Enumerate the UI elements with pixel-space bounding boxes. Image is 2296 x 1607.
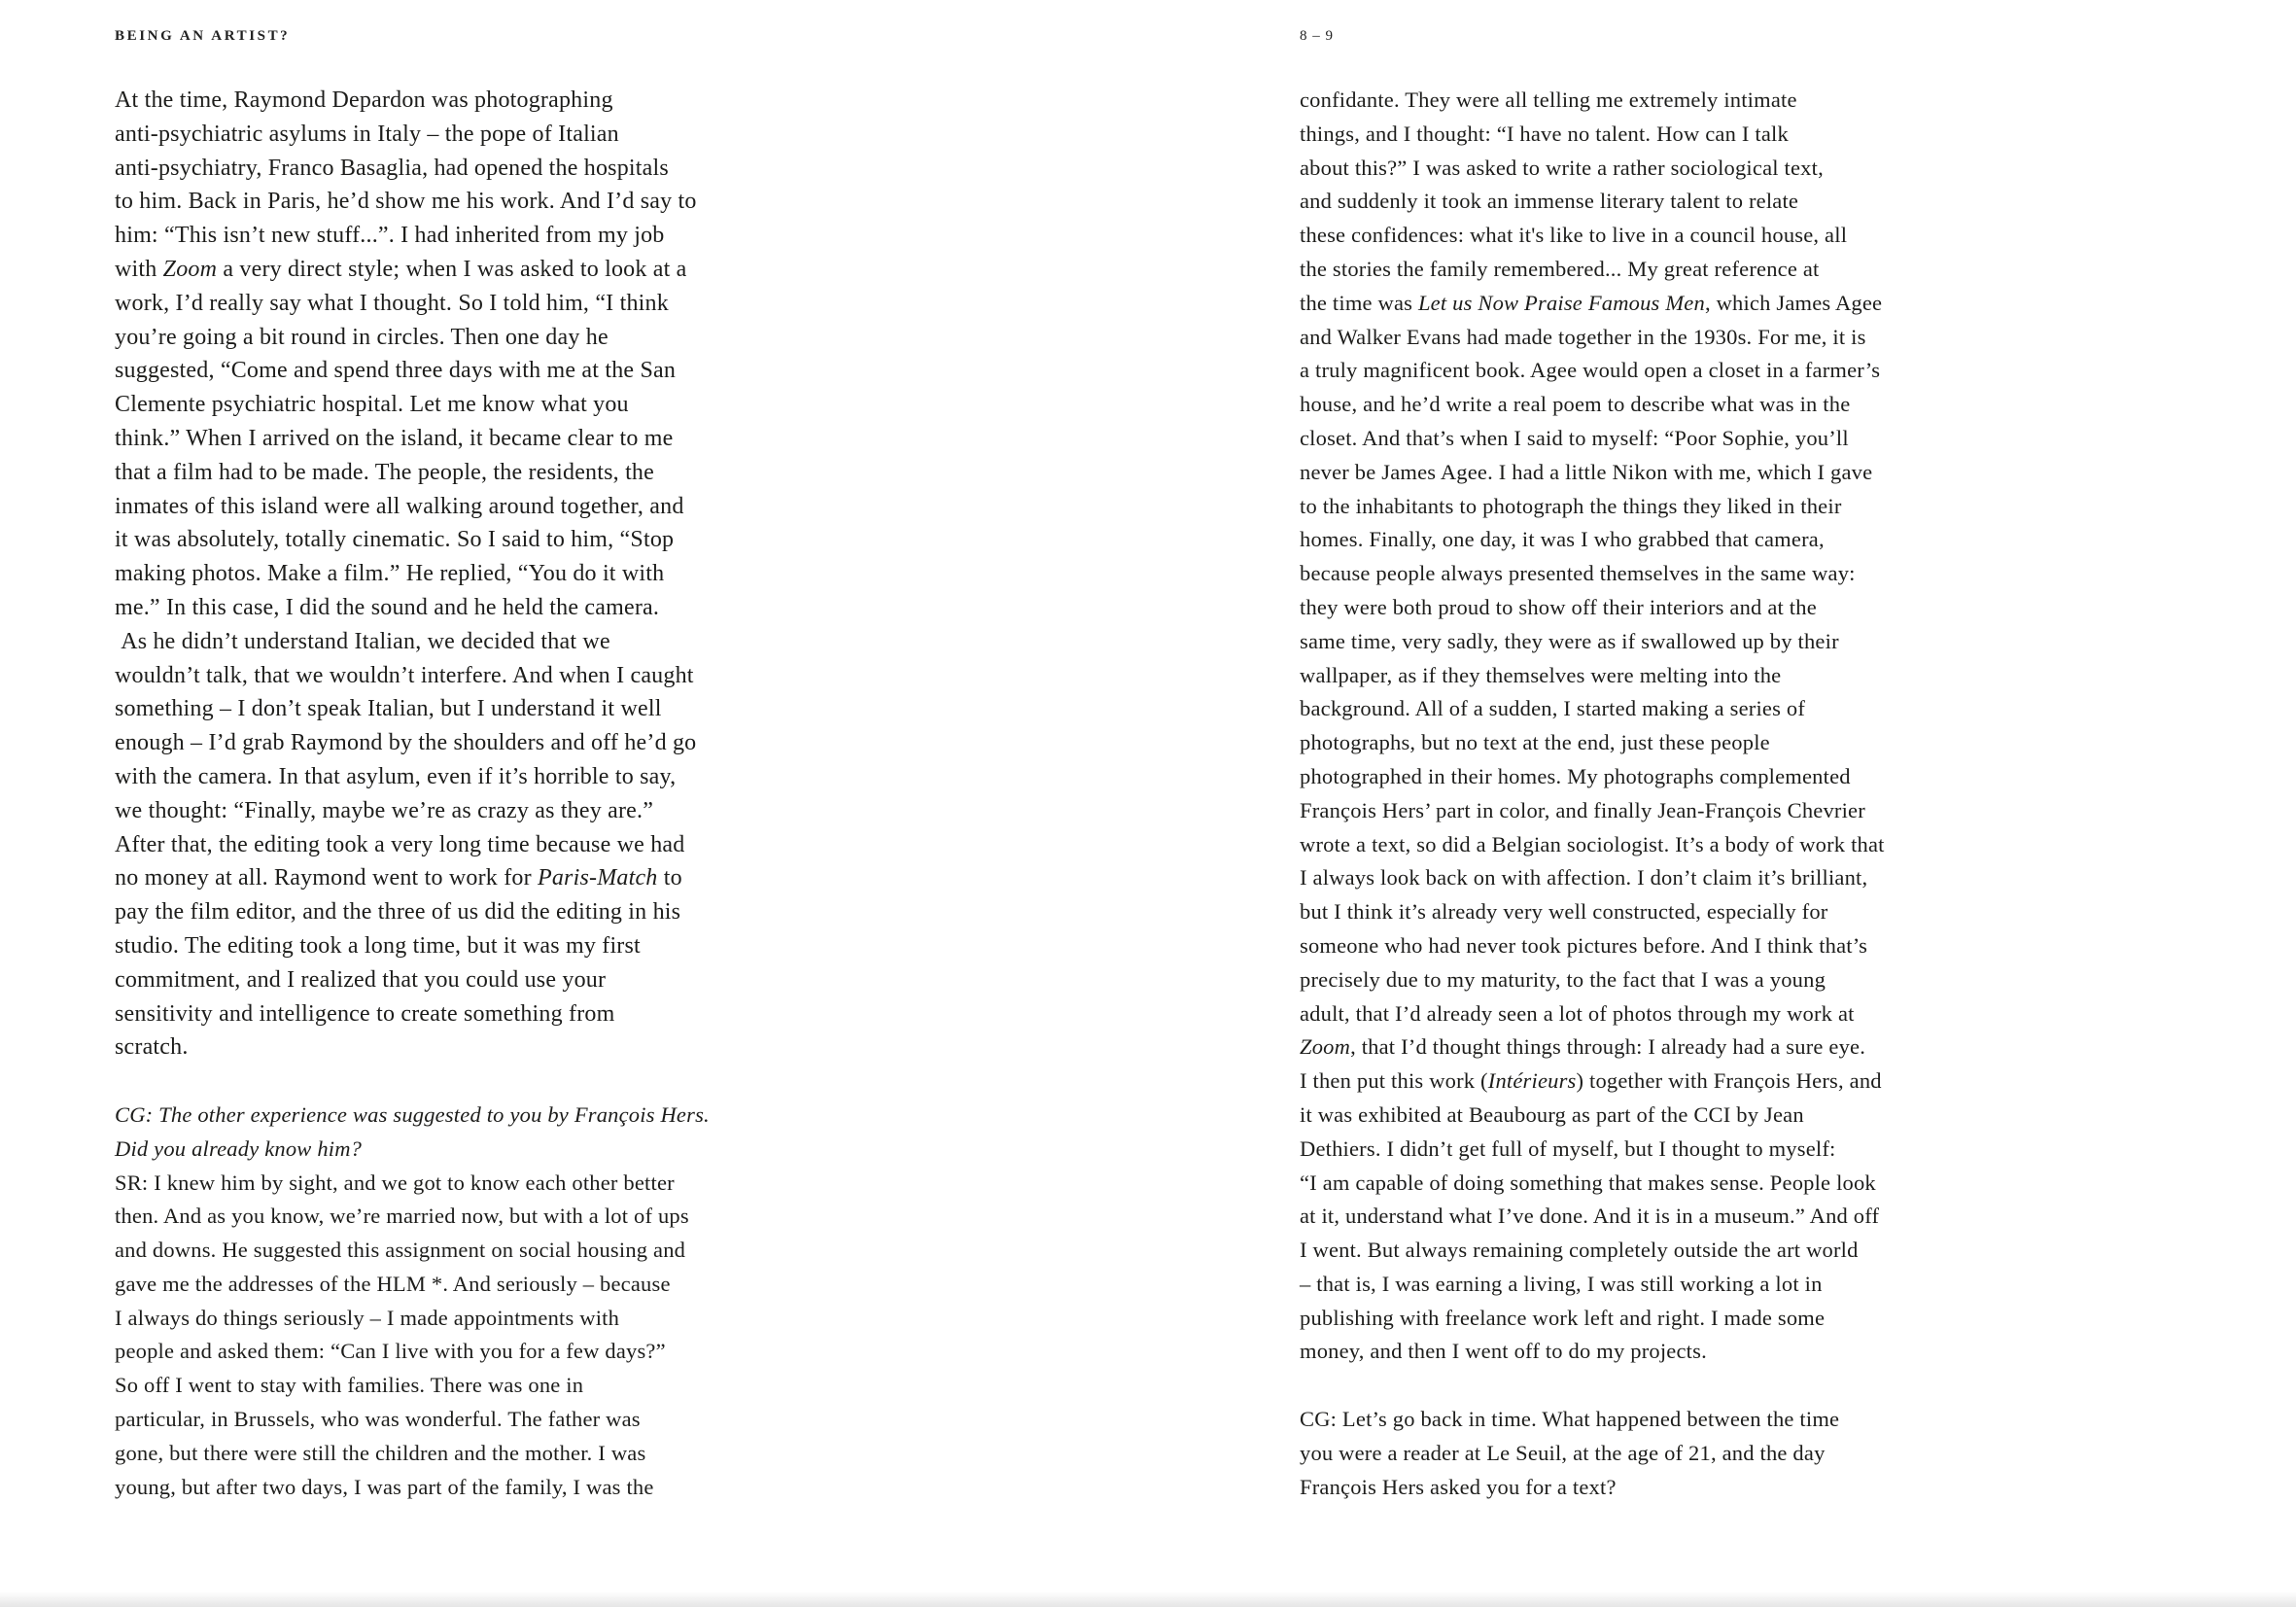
text-line [115, 861, 897, 895]
text-segment: him: “This isn’t new stuff...”. I had inherited from my job [115, 223, 665, 249]
text-segment: think.” When I arrived on the island, it became clear to me [115, 425, 674, 451]
text-line [1300, 1065, 2082, 1099]
text-segment: making photos. Make a film.” He replied, “You do it with [115, 561, 665, 587]
text-segment: with the camera. In that asylum, even if it’s horrible to say, [115, 763, 677, 789]
text-line [1300, 422, 2082, 456]
text-segment: I always look back on with affection. I don’t claim it’s brilliant, [1300, 865, 1868, 891]
italic-text-segment: Let us Now Praise Famous Men [1417, 290, 1705, 315]
text-segment: the stories the family remembered... My great reference at [1300, 256, 1820, 281]
text-segment: As he didn’t understand Italian, we decided that we [115, 628, 610, 654]
text-segment: to him. Back in Paris, he’d show me his work. And I’d say to [115, 189, 697, 215]
text-line [1300, 828, 2082, 862]
text-segment: sensitivity and intelligence to create something from [115, 1000, 615, 1027]
text-line [115, 321, 897, 355]
text-line [115, 557, 897, 591]
text-line [115, 1471, 897, 1505]
text-segment: then. And as you know, we’re married now, but with a lot of ups [115, 1204, 689, 1229]
text-segment: these confidences: what it's like to live in a council house, all [1300, 223, 1848, 248]
text-segment: I then put this work ( [1300, 1068, 1488, 1094]
text-line [1300, 726, 2082, 760]
text-line [115, 895, 897, 929]
text-line [1300, 1369, 2082, 1403]
text-line [115, 219, 897, 253]
text-line [115, 354, 897, 388]
text-segment: scratch. [115, 1034, 189, 1061]
text-segment: photographed in their homes. My photographs complemented [1300, 763, 1851, 788]
text-line [115, 523, 897, 557]
italic-text-segment: Intérieurs [1487, 1068, 1577, 1094]
text-line [115, 287, 897, 321]
text-segment: , that I’d thought things through: I already had a sure eye. [1350, 1034, 1866, 1060]
text-line [115, 152, 897, 186]
text-segment: After that, the editing took a very long time because we had [115, 831, 685, 857]
text-line [115, 1200, 897, 1234]
text-line [1300, 1437, 2082, 1471]
text-segment: adult, that I’d already seen a lot of photos through my work at [1300, 1000, 1855, 1026]
text-segment: , which James Agee [1704, 290, 1883, 315]
italic-text-segment: Zoom [1300, 1034, 1351, 1060]
text-segment: never be James Agee. I had a little Nikon with me, which I gave [1300, 459, 1873, 484]
text-line [1300, 1234, 2082, 1268]
text-line [1300, 1167, 2082, 1201]
text-segment: photographs, but no text at the end, just these people [1300, 730, 1770, 755]
text-segment: it was absolutely, totally cinematic. So I said to him, “Stop [115, 527, 675, 553]
text-segment: pay the film editor, and the three of us did the editing in his [115, 899, 681, 926]
text-line [115, 760, 897, 794]
text-line [1300, 354, 2082, 388]
text-segment: commitment, and I realized that you could use your [115, 966, 607, 993]
text-segment: At the time, Raymond Depardon was photographing [115, 87, 613, 113]
text-segment: background. All of a sudden, I started making a series of [1300, 696, 1806, 721]
text-line [115, 1403, 897, 1437]
text-segment: me.” In this case, I did the sound and he held the camera. [115, 594, 660, 620]
text-line [115, 253, 897, 287]
text-segment: suggested, “Come and spend three days with me at the San [115, 358, 677, 384]
text-line [1300, 523, 2082, 557]
text-segment: particular, in Brussels, who was wonderful. The father was [115, 1407, 641, 1432]
text-segment: something – I don’t speak Italian, but I understand it well [115, 696, 662, 722]
text-line [1300, 185, 2082, 219]
text-line [115, 726, 897, 760]
text-segment: inmates of this island were all walking around together, and [115, 493, 684, 519]
italic-text-segment: Did you already know him? [115, 1135, 363, 1161]
text-segment: I went. But always remaining completely outside the art world [1300, 1238, 1859, 1263]
text-line [115, 1268, 897, 1302]
text-segment: money, and then I went off to do my projects. [1300, 1339, 1707, 1364]
text-segment: work, I’d really say what I thought. So I told him, “I think [115, 290, 669, 316]
text-line [115, 794, 897, 828]
text-segment: So off I went to stay with families. There was one in [115, 1373, 584, 1398]
text-segment: wrote a text, so did a Belgian sociologist. It’s a body of work that [1300, 831, 1885, 856]
text-segment: the time was [1300, 290, 1418, 315]
text-segment: but I think it’s already very well constructed, especially for [1300, 899, 1828, 925]
text-segment: anti-psychiatry, Franco Basaglia, had opened the hospitals [115, 155, 669, 181]
text-segment: with [115, 256, 163, 282]
text-line [1300, 659, 2082, 693]
text-line [115, 456, 897, 490]
text-segment: about this?” I was asked to write a rather sociological text, [1300, 155, 1824, 180]
text-line [1300, 152, 2082, 186]
text-line [115, 388, 897, 422]
running-header: BEING AN ARTIST? [115, 28, 291, 44]
left-text-column [115, 84, 897, 1504]
text-line [115, 1031, 897, 1065]
text-line [1300, 1268, 2082, 1302]
text-segment: François Hers asked you for a text? [1300, 1474, 1617, 1499]
text-segment: “I am capable of doing something that makes sense. People look [1300, 1170, 1876, 1195]
text-line [1300, 1471, 2082, 1505]
text-line [115, 591, 897, 625]
text-segment: you were a reader at Le Seuil, at the age of 21, and the day [1300, 1440, 1826, 1465]
text-segment: François Hers’ part in color, and finally Jean-François Chevrier [1300, 797, 1865, 822]
italic-text-segment: Paris-Match [538, 865, 658, 891]
text-segment: it was exhibited at Beaubourg as part of the CCI by Jean [1300, 1101, 1804, 1127]
text-line [1300, 794, 2082, 828]
text-line [1300, 692, 2082, 726]
text-segment: CG: Let’s go back in time. What happened between the time [1300, 1407, 1840, 1432]
text-line [1300, 1133, 2082, 1167]
text-line [1300, 456, 2082, 490]
text-line [1300, 1031, 2082, 1065]
text-line [1300, 997, 2082, 1031]
text-segment: confidante. They were all telling me extremely intimate [1300, 87, 1797, 112]
text-line [1300, 963, 2082, 997]
text-segment: publishing with freelance work left and right. I made some [1300, 1305, 1826, 1330]
text-line [1300, 321, 2082, 355]
text-segment: wallpaper, as if they themselves were melting into the [1300, 662, 1782, 687]
text-line [115, 1369, 897, 1403]
text-segment: ) together with François Hers, and [1576, 1068, 1882, 1094]
text-line [1300, 1403, 2082, 1437]
text-line [1300, 895, 2082, 929]
text-line [1300, 84, 2082, 118]
text-segment: precisely due to my maturity, to the fact that I was a young [1300, 966, 1826, 992]
page-number: 8 – 9 [1300, 28, 1334, 44]
text-line [115, 692, 897, 726]
italic-text-segment: CG: The other experience was suggested to you by François Hers. [115, 1101, 710, 1127]
text-line [1300, 388, 2082, 422]
text-line [1300, 219, 2082, 253]
text-segment: anti-psychiatric asylums in Italy – the pope of Italian [115, 121, 619, 147]
text-line [115, 1302, 897, 1336]
text-line [1300, 1302, 2082, 1336]
text-segment: you’re going a bit round in circles. Then one day he [115, 324, 609, 350]
text-segment: and Walker Evans had made together in the 1930s. For me, it is [1300, 324, 1866, 349]
text-line [1300, 490, 2082, 524]
text-segment: wouldn’t talk, that we wouldn’t interfere. And when I caught [115, 662, 694, 688]
text-line [115, 84, 897, 118]
text-segment: to the inhabitants to photograph the things they liked in their [1300, 493, 1842, 518]
text-segment: people and asked them: “Can I live with you for a few days?” [115, 1339, 666, 1364]
text-segment: I always do things seriously – I made appointments with [115, 1305, 620, 1330]
text-line [115, 997, 897, 1031]
text-line [115, 1167, 897, 1201]
text-segment: and suddenly it took an immense literary talent to relate [1300, 189, 1799, 214]
text-line [115, 625, 897, 659]
text-line [1300, 591, 2082, 625]
text-line [115, 963, 897, 997]
text-line [1300, 557, 2082, 591]
text-segment: Clemente psychiatric hospital. Let me know what you [115, 392, 629, 418]
text-line [115, 1133, 897, 1167]
italic-text-segment: Zoom [162, 256, 218, 282]
text-line [1300, 760, 2082, 794]
text-segment: SR: I knew him by sight, and we got to know each other better [115, 1170, 675, 1195]
text-segment: we thought: “Finally, maybe we’re as crazy as they are.” [115, 797, 654, 823]
text-line [1300, 625, 2082, 659]
text-line [1300, 118, 2082, 152]
text-line [115, 1335, 897, 1369]
text-line [115, 659, 897, 693]
text-segment: closet. And that’s when I said to myself: “Poor Sophie, you’ll [1300, 425, 1849, 450]
text-line [115, 828, 897, 862]
text-segment: a very direct style; when I was asked to look at a [217, 256, 687, 282]
text-segment: things, and I thought: “I have no talent. How can I talk [1300, 121, 1789, 146]
text-line [1300, 1099, 2082, 1133]
text-segment: studio. The editing took a long time, but it was my first [115, 932, 641, 959]
text-line [1300, 287, 2082, 321]
text-segment: to [657, 865, 682, 891]
text-segment: no money at all. Raymond went to work for [115, 865, 538, 891]
text-segment: same time, very sadly, they were as if swallowed up by their [1300, 628, 1839, 653]
text-segment: at it, understand what I’ve done. And it is in a museum.” And off [1300, 1204, 1880, 1229]
text-line [1300, 1200, 2082, 1234]
text-line [115, 118, 897, 152]
text-line [1300, 929, 2082, 963]
text-segment: and downs. He suggested this assignment on social housing and [115, 1238, 686, 1263]
text-segment: they were both proud to show off their interiors and at the [1300, 594, 1817, 619]
text-segment: – that is, I was earning a living, I was still working a lot in [1300, 1271, 1823, 1296]
text-line [115, 490, 897, 524]
text-segment: house, and he’d write a real poem to describe what was in the [1300, 392, 1851, 417]
right-text-column [1300, 84, 2082, 1504]
text-segment: a truly magnificent book. Agee would open a closet in a farmer’s [1300, 358, 1881, 383]
text-segment: young, but after two days, I was part of the family, I was the [115, 1474, 654, 1499]
text-line [115, 1234, 897, 1268]
text-line [115, 1099, 897, 1133]
text-segment: enough – I’d grab Raymond by the shoulders and off he’d go [115, 730, 697, 756]
text-segment: homes. Finally, one day, it was I who grabbed that camera, [1300, 527, 1825, 552]
text-line [1300, 861, 2082, 895]
text-segment: Dethiers. I didn’t get full of myself, but I thought to myself: [1300, 1135, 1836, 1161]
text-line [115, 422, 897, 456]
text-segment: gone, but there were still the children and the mother. I was [115, 1440, 646, 1465]
text-segment: someone who had never took pictures before. And I think that’s [1300, 932, 1868, 958]
text-line [115, 1437, 897, 1471]
text-segment: gave me the addresses of the HLM *. And seriously – because [115, 1271, 671, 1296]
text-line [115, 1065, 897, 1099]
text-line [115, 185, 897, 219]
text-segment: that a film had to be made. The people, the residents, the [115, 459, 654, 485]
text-line [1300, 1335, 2082, 1369]
text-line [115, 929, 897, 963]
text-segment: because people always presented themselves in the same way: [1300, 561, 1856, 586]
text-line [1300, 253, 2082, 287]
